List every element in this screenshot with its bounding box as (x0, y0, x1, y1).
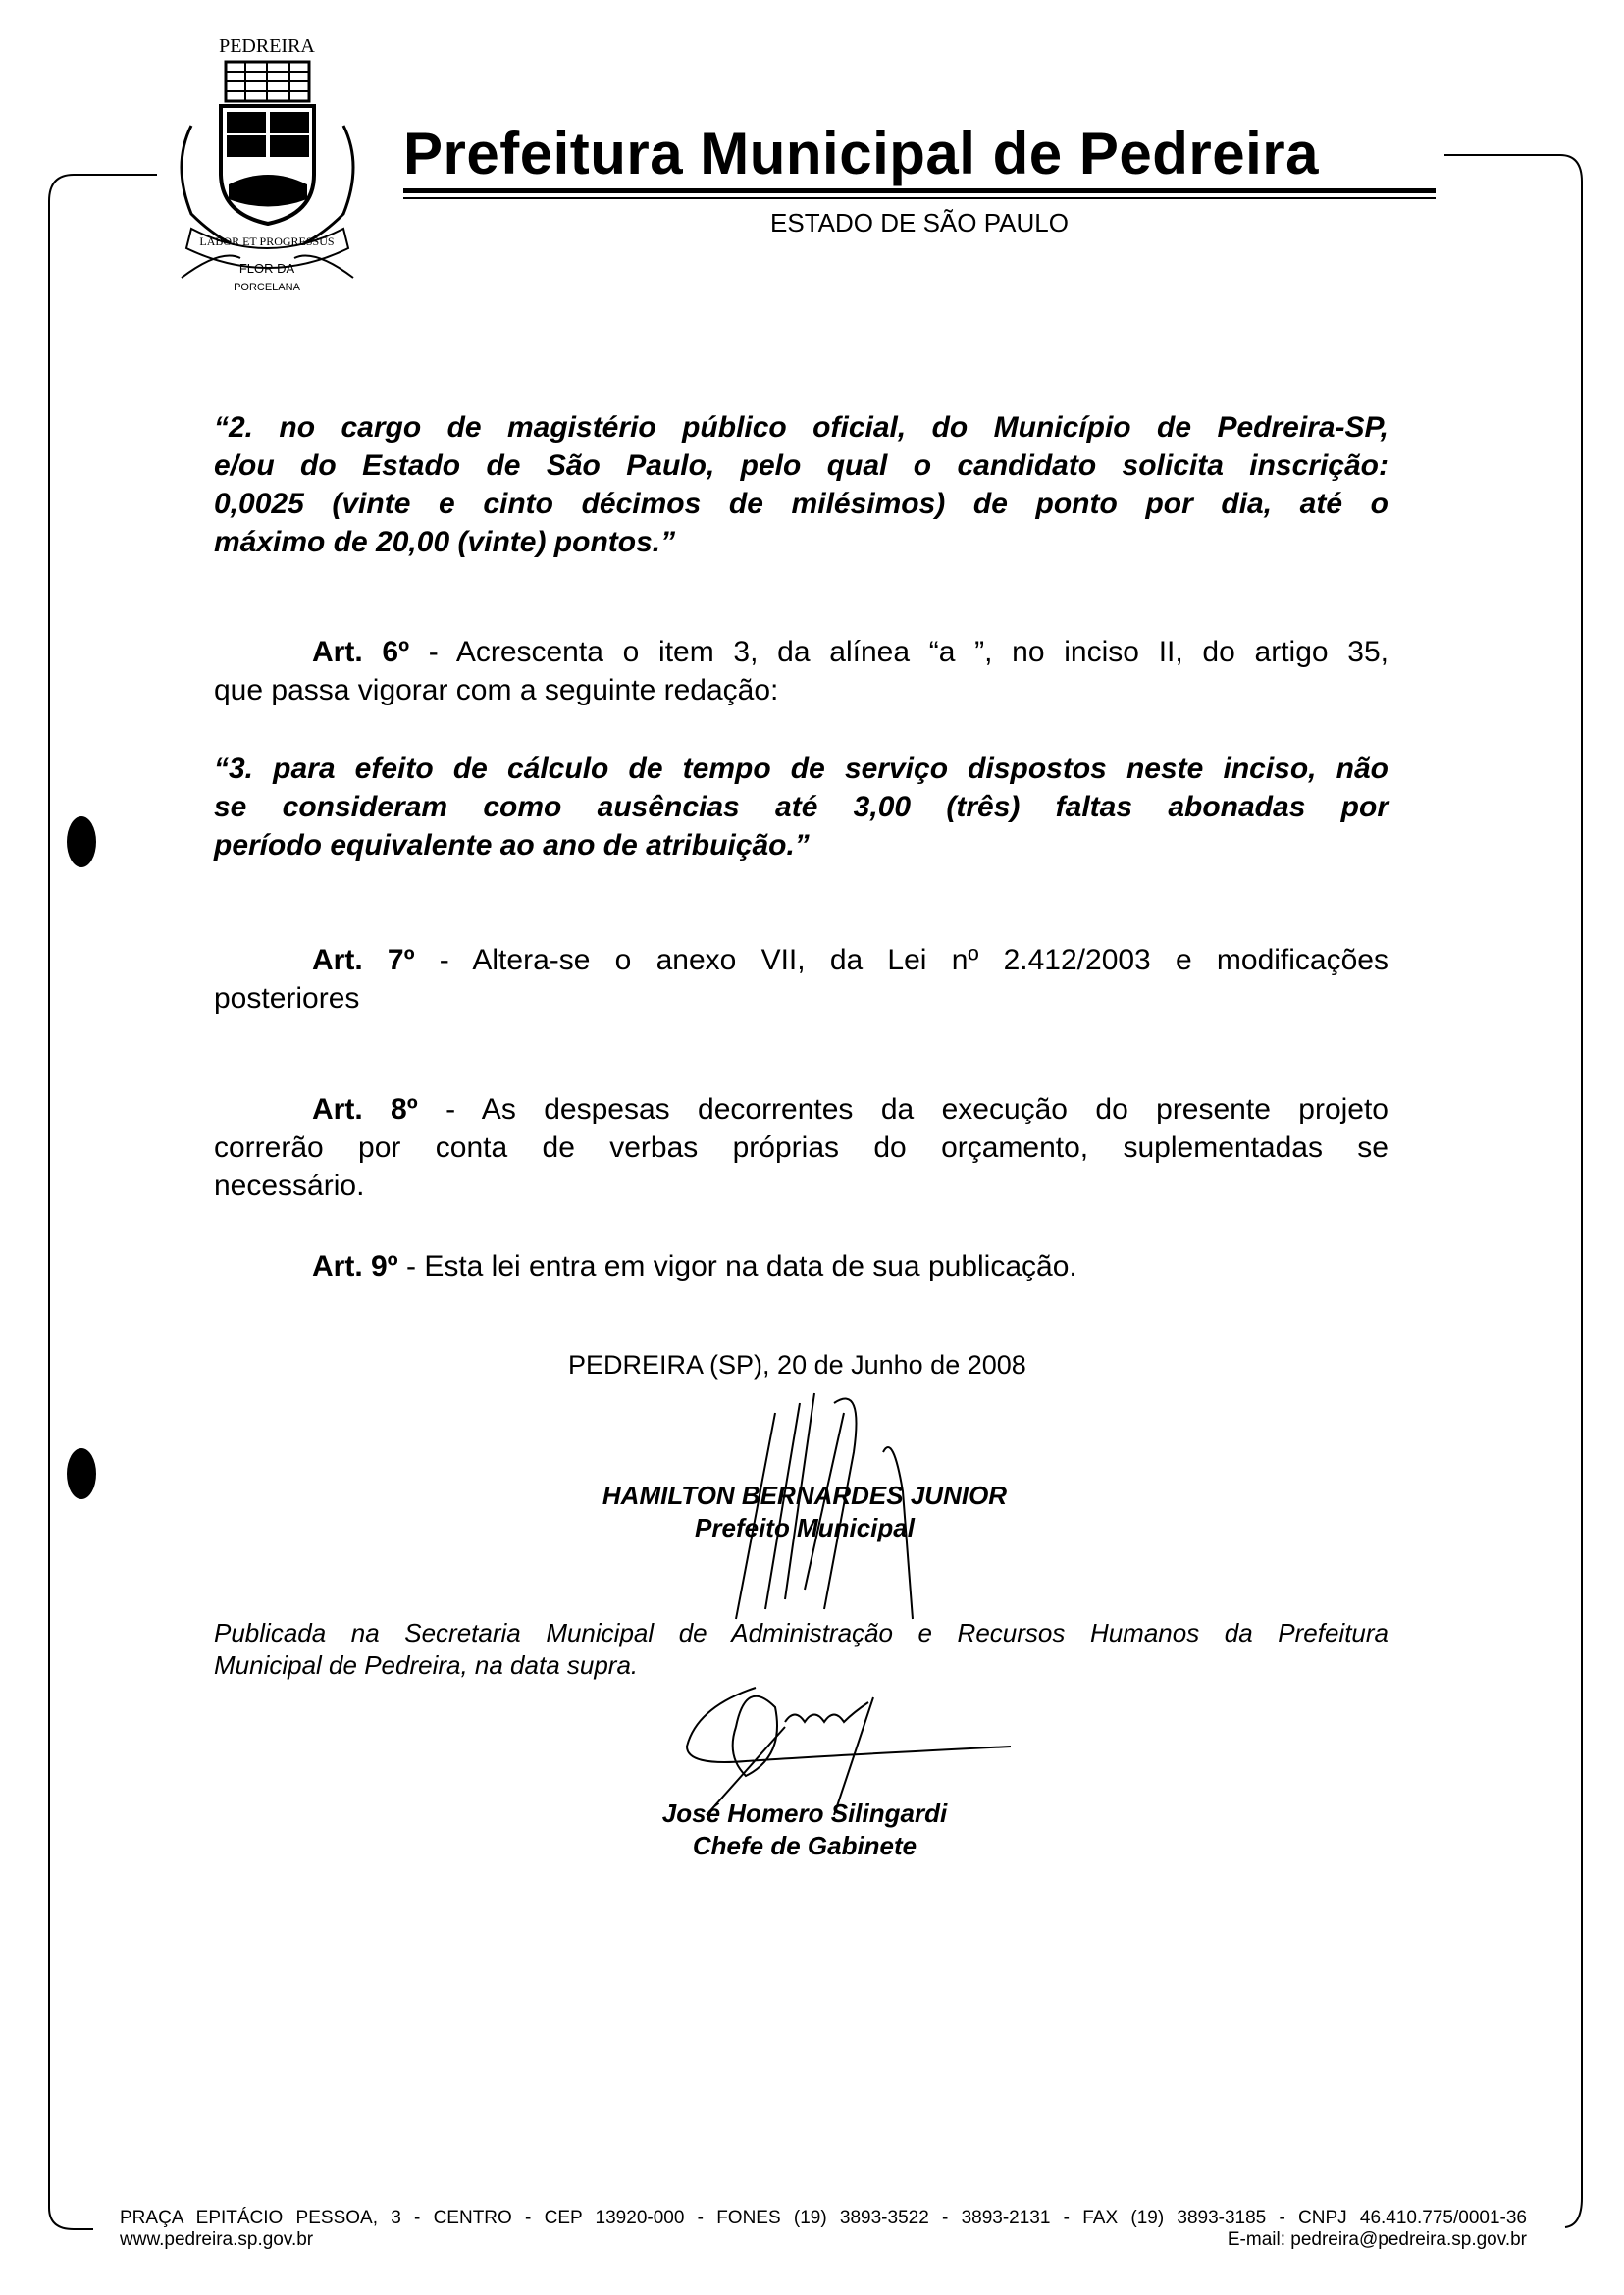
article-label: Art. 6º (312, 636, 410, 668)
footer-address: PRAÇA EPITÁCIO PESSOA, 3 - CENTRO - CEP 13920-000 - FONES (19) 3893-3522 - 3893-2131 - FAX (19) 3893-3185 - CNPJ 46.410.775/0001-36 (120, 2208, 1527, 2228)
chief-name: José Homero Silingardi (661, 1799, 948, 1828)
text-line: - Esta lei entra em vigor na data de sua publicação. (397, 1250, 1077, 1282)
coat-of-arms-logo (162, 27, 373, 302)
article-label: Art. 7º (312, 944, 415, 976)
title-rule (403, 188, 1436, 193)
title-rule-thin (403, 197, 1436, 199)
svg-text:FLOR DA: FLOR DA (238, 261, 295, 276)
text-line: “2. no cargo de magistério público oficial, do Município de Pedreira-SP, (214, 411, 1388, 443)
article-6 (214, 633, 1388, 709)
text-line: e/ou do Estado de São Paulo, pelo qual o candidato solicita inscrição: (214, 449, 1388, 482)
chief-signature (667, 1668, 1021, 1815)
svg-text:LABOR ET PROGRESSUS: LABOR ET PROGRESSUS (199, 235, 335, 248)
quote-item-2 (214, 408, 1388, 561)
text-line: posteriores (214, 982, 360, 1015)
signature-date: PEDREIRA (SP), 20 de Junho de 2008 (568, 1350, 1026, 1380)
footer-email: E-mail: pedreira@pedreira.sp.gov.br (1227, 2229, 1527, 2250)
text-line: correrão por conta de verbas próprias do orçamento, suplementadas se (214, 1131, 1388, 1164)
punch-hole (67, 816, 96, 867)
text-line: se consideram como ausências até 3,00 (três) faltas abonadas por (214, 791, 1388, 823)
text-line: Municipal de Pedreira, na data supra. (214, 1650, 639, 1680)
page-title: Prefeitura Municipal de Pedreira (403, 121, 1319, 186)
text-line: Publicada na Secretaria Municipal de Administração e Recursos Humanos da Prefeitura (214, 1618, 1388, 1647)
state-subtitle: ESTADO DE SÃO PAULO (770, 208, 1069, 237)
text-line: necessário. (214, 1170, 365, 1202)
article-8 (214, 1090, 1388, 1205)
text-line: - Altera-se o anexo VII, da Lei nº 2.412/2003 e modificações (414, 944, 1388, 976)
punch-hole (67, 1448, 96, 1499)
article-9 (214, 1247, 1388, 1285)
text-line: que passa vigorar com a seguinte redação: (214, 674, 779, 706)
mayor-name: HAMILTON BERNARDES JUNIOR (602, 1481, 1008, 1510)
text-line: - Acrescenta o item 3, da alínea “a ”, no inciso II, do artigo 35, (409, 636, 1388, 668)
text-line: período equivalente ao ano de atribuição.” (214, 829, 810, 861)
text-line: máximo de 20,00 (vinte) pontos.” (214, 526, 676, 558)
article-label: Art. 9º (312, 1250, 398, 1282)
quote-item-3 (214, 750, 1388, 864)
svg-text:PORCELANA: PORCELANA (234, 282, 300, 293)
svg-text:PEDREIRA: PEDREIRA (219, 35, 315, 57)
text-line: “3. para efeito de cálculo de tempo de serviço dispostos neste inciso, não (214, 753, 1388, 785)
mayor-role: Prefeito Municipal (695, 1513, 915, 1542)
footer-website: www.pedreira.sp.gov.br (120, 2229, 314, 2250)
article-7 (214, 941, 1388, 1017)
text-line: - As despesas decorrentes da execução do presente projeto (417, 1093, 1388, 1125)
article-label: Art. 8º (312, 1093, 418, 1125)
chief-role: Chefe de Gabinete (692, 1831, 917, 1860)
text-line: 0,0025 (vinte e cinto décimos de milésimos) de ponto por dia, até o (214, 488, 1388, 520)
